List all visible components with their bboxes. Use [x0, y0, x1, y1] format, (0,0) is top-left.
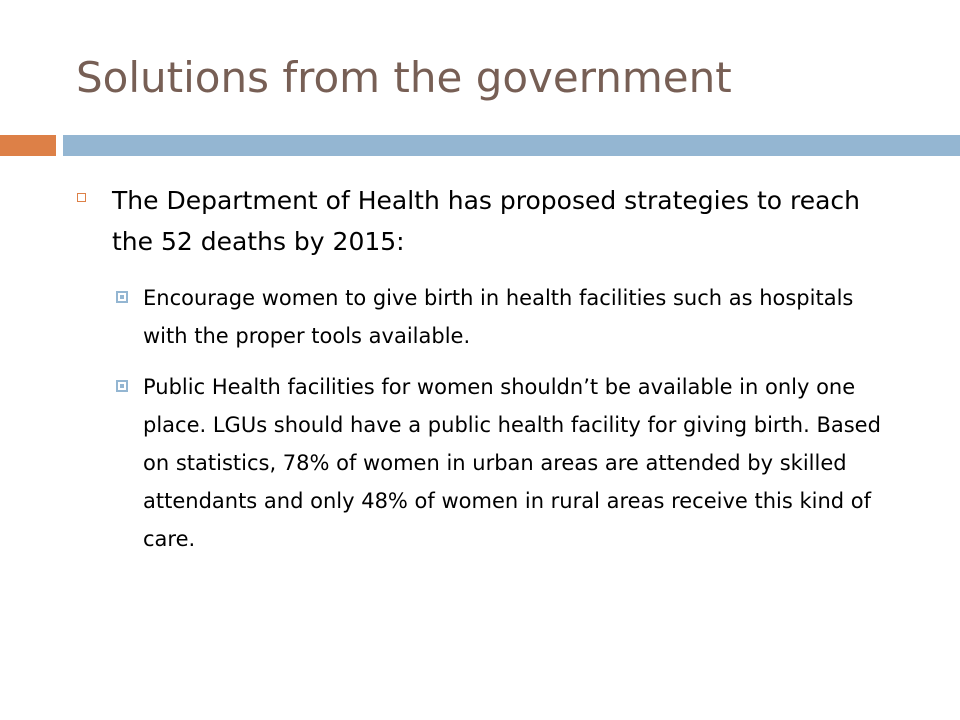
slide-title: Solutions from the government: [76, 53, 732, 102]
hollow-square-bullet-icon: [77, 193, 86, 202]
nested-square-bullet-icon: [116, 380, 128, 392]
bullet-level-1: The Department of Health has proposed strategies to reach the 52 deaths by 2015:: [112, 186, 861, 256]
bullet-level-2: Encourage women to give birth in health facilities such as hospitals with the proper tools available.: [143, 286, 854, 348]
bullet-level-2: Public Health facilities for women shouldn’t be available in only one place. LGUs should have a public health facility for giving birth. Based on statistics, 78% of women in urban areas are attended by skilled attendants and only 48% of women in rural areas receive this kind of care.: [143, 375, 881, 551]
nested-square-bullet-icon: [116, 291, 128, 303]
